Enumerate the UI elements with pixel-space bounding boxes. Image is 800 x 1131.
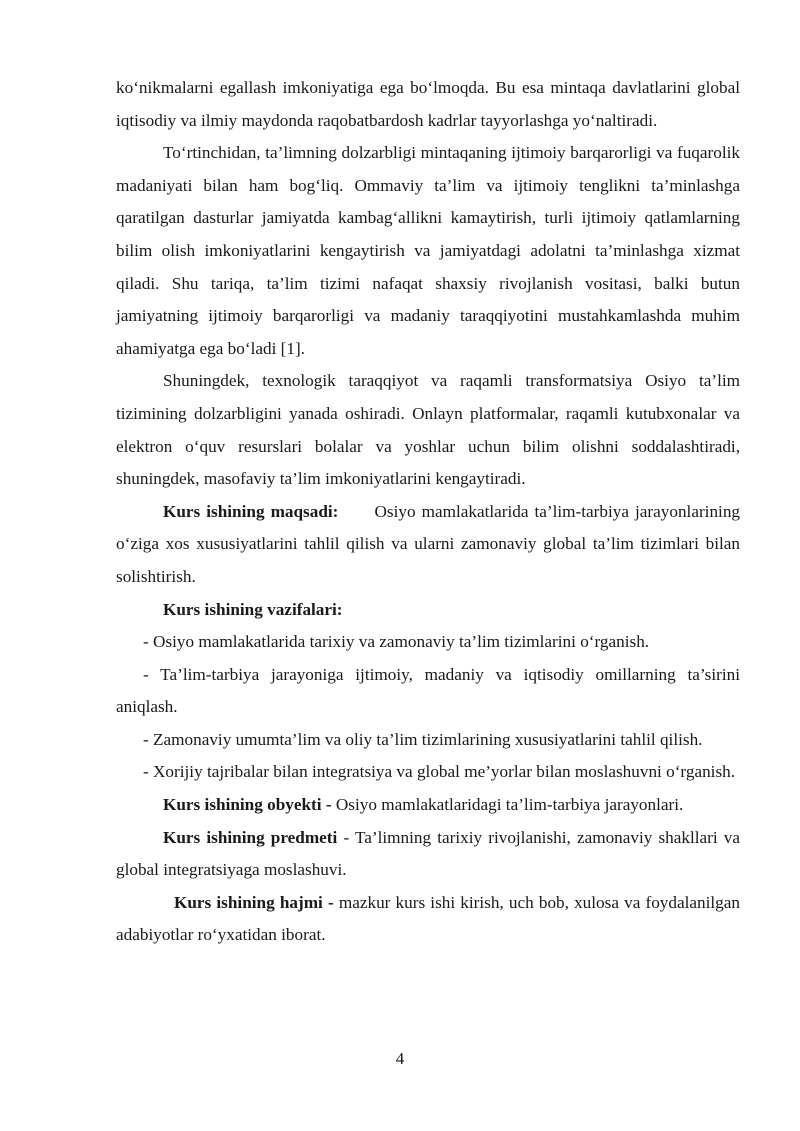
goal-paragraph	[116, 496, 740, 594]
goal-label: Kurs ishining maqsadi:	[163, 501, 339, 521]
paragraph-fourth-point: To‘rtinchidan, ta’limning dolzarbligi mintaqaning ijtimoiy barqarorligi va fuqarolik madaniyati bilan ham bog‘liq. Ommaviy ta’lim va ijtimoiy tenglikni ta’minlashga qaratilgan dasturlar jamiyatda kambag‘allikni kamaytirish, turli ijtimoiy qatlamlarning bilim olish imkoniyatlarini kengaytirish va jamiyatdagi adolatni ta’minlashga xizmat qiladi. Shu tariqa, ta’lim tizimi nafaqat shaxsiy rivojlanish vositasi, balki butun jamiyatning ijtimoiy barqarorligi va madaniy taraqqiyotini mustahkamlashda muhim ahamiyatga ega bo‘ladi [1].	[116, 143, 740, 358]
task-item: - Zamonaviy umumta’lim va oliy ta’lim tizimlarining xususiyatlarini tahlil qilish.	[143, 729, 703, 749]
subject-paragraph	[116, 822, 740, 887]
tasks-heading-label: Kurs ishining vazifalari:	[163, 599, 343, 619]
volume-label: Kurs ishining hajmi -	[174, 892, 334, 912]
tasks-heading	[116, 594, 740, 627]
paragraph-intro-continuation: ko‘nikmalarni egallash imkoniyatiga ega bo‘lmoqda. Bu esa mintaqa davlatlarini global iqtisodiy va ilmiy maydonda raqobatbardosh kadrlar tayyorlashga yo‘naltiradi.	[116, 78, 740, 130]
object-paragraph	[116, 789, 740, 822]
subject-text: - Ta’limning tarixiy rivojlanishi, zamonaviy shakllari va global integratsiyaga moslashuvi.	[116, 827, 741, 880]
paragraph-technology: Shuningdek, texnologik taraqqiyot va raqamli transformatsiya Osiyo ta’lim tizimining dolzarbligini yanada oshiradi. Onlayn platformalar, raqamli kutubxonalar va elektron o‘quv resurslari bolalar va yoshlar uchun bilim olishni soddalashtiradi, shuningdek, masofaviy ta’lim imkoniyatlarini kengaytiradi.	[116, 371, 740, 489]
task-item: - Xorijiy tajribalar bilan integratsiya va global me’yorlar bilan moslashuvni o‘rganish.	[143, 762, 736, 782]
volume-paragraph	[116, 887, 740, 952]
volume-text: mazkur kurs ishi kirish, uch bob, xulosa va foydalanilgan adabiyotlar ro‘yxatidan iborat.	[116, 892, 740, 945]
document-page	[116, 72, 740, 952]
goal-text: Osiyo mamlakatlarida ta’lim-tarbiya jarayonlarining o‘ziga xos xususiyatlarini tahlil qilish va ularni zamonaviy global ta’lim tizimlari bilan solishtirish.	[116, 501, 741, 586]
page-number: 4	[395, 1049, 405, 1068]
object-label: Kurs ishining obyekti -	[163, 795, 332, 815]
subject-label: Kurs ishining predmeti	[163, 827, 338, 847]
object-text: Osiyo mamlakatlaridagi ta’lim-tarbiya jarayonlari.	[335, 795, 684, 815]
task-item: - Ta’lim-tarbiya jarayoniga ijtimoiy, madaniy va iqtisodiy omillarning ta’sirini aniqlash.	[116, 664, 740, 717]
task-item: - Osiyo mamlakatlarida tarixiy va zamonaviy ta’lim tizimlarini o‘rganish.	[143, 632, 650, 652]
